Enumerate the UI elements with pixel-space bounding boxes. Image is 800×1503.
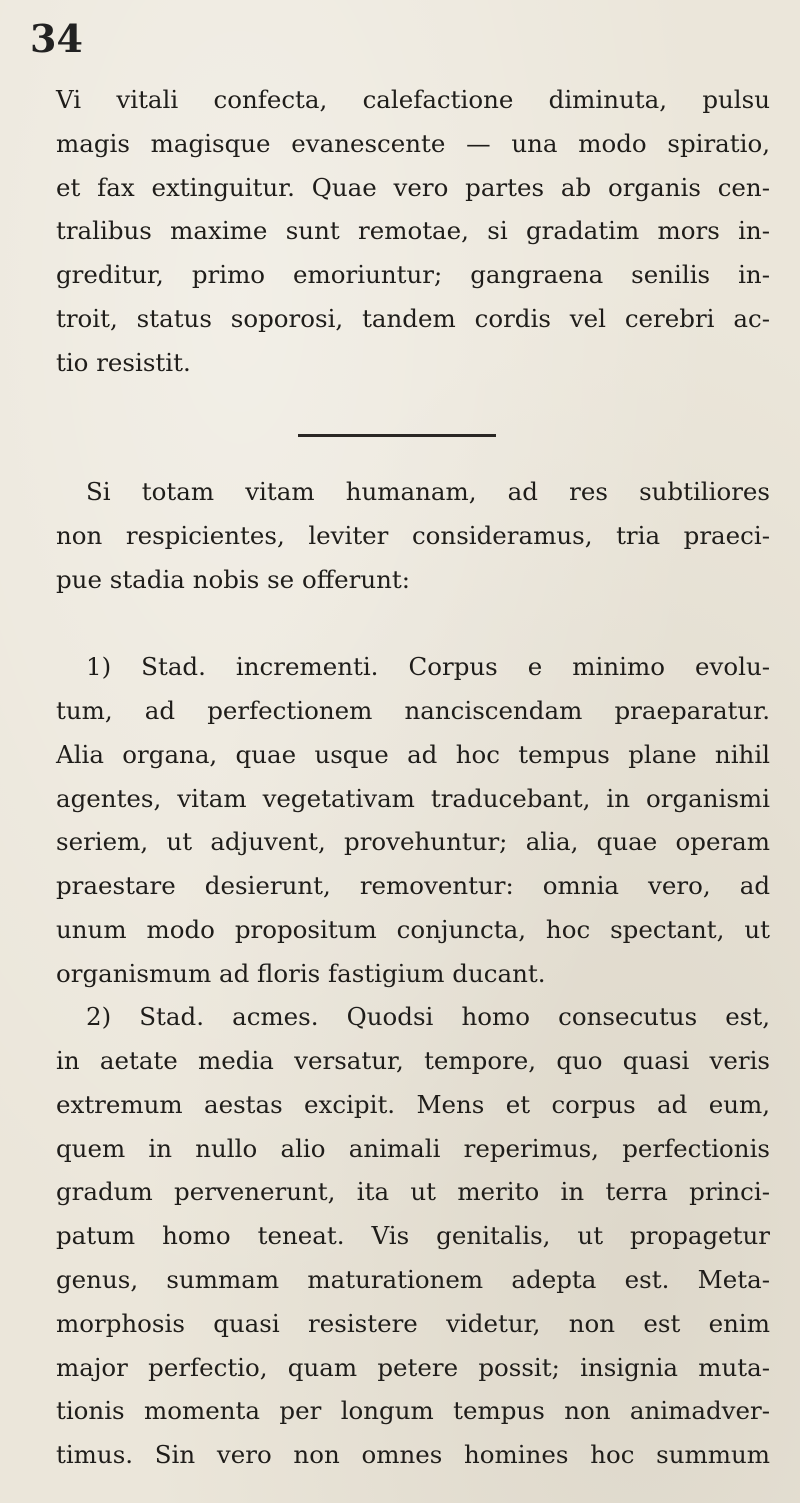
text-line: quem in nullo alio animali reperimus, perfectionis xyxy=(56,1133,770,1163)
text-line: Si totam vitam humanam, ad res subtiliores xyxy=(86,477,770,506)
text-line: genus, summam maturationem adepta est. Meta- xyxy=(56,1264,770,1294)
paragraph-1 xyxy=(56,78,770,385)
text-line: gradum pervenerunt, ita ut merito in terra princi- xyxy=(56,1177,770,1207)
text-line: organismum ad floris fastigium ducant. xyxy=(56,958,546,988)
text-line: non respicientes, leviter consideramus, tria praeci- xyxy=(56,521,770,550)
text-line: Vi vitali confecta, calefactione diminuta, pulsu xyxy=(56,85,770,114)
text-line: tum, ad perfectionem nanciscendam praeparatur. xyxy=(56,696,770,725)
text-line: seriem, ut adjuvent, provehuntur; alia, quae operam xyxy=(56,827,770,857)
text-line: extremum aestas excipit. Mens et corpus ad eum, xyxy=(56,1089,770,1119)
text-line: timus. Sin vero non omnes homines hoc summum xyxy=(56,1440,770,1470)
text-line: Alia organa, quae usque ad hoc tempus plane nihil xyxy=(56,739,770,769)
page-number: 34 xyxy=(30,16,83,61)
text-line: greditur, primo emoriuntur; gangraena senilis in- xyxy=(56,260,770,290)
text-line: praestare desierunt, removentur: omnia vero, ad xyxy=(56,871,770,901)
text-line: patum homo teneat. Vis genitalis, ut propagetur xyxy=(56,1221,770,1251)
stadium-item-1-first xyxy=(56,645,770,689)
text-line: morphosis quasi resistere videtur, non est enim xyxy=(56,1308,770,1338)
section-divider xyxy=(298,434,496,437)
text-line: troit, status soporosi, tandem cordis vel cerebri ac- xyxy=(56,303,770,333)
text-line: tionis momenta per longum tempus non animadver- xyxy=(56,1396,770,1426)
text-line: 1) Stad. incrementi. Corpus e minimo evolu- xyxy=(86,652,770,681)
stadium-item-2 xyxy=(56,1039,770,1477)
text-line: pue stadia nobis se offerunt: xyxy=(56,564,410,594)
text-line: tio resistit. xyxy=(56,347,191,377)
text-line: in aetate media versatur, tempore, quo quasi veris xyxy=(56,1046,770,1075)
text-line: major perfectio, quam petere possit; insignia muta- xyxy=(56,1352,770,1382)
stadium-item-2-first xyxy=(56,995,770,1039)
text-line: agentes, vitam vegetativam traducebant, in organismi xyxy=(56,783,770,813)
paragraph-2-continued xyxy=(56,514,770,602)
text-line: unum modo propositum conjuncta, hoc spectant, ut xyxy=(56,914,770,944)
paragraph-2 xyxy=(56,470,770,514)
text-line: 2) Stad. acmes. Quodsi homo consecutus est, xyxy=(86,1002,770,1031)
text-line: magis magisque evanescente — una modo spiratio, xyxy=(56,128,770,158)
stadium-item-1 xyxy=(56,689,770,996)
text-line: et fax extinguitur. Quae vero partes ab organis cen- xyxy=(56,172,770,202)
text-line: tralibus maxime sunt remotae, si gradatim mors in- xyxy=(56,216,770,246)
